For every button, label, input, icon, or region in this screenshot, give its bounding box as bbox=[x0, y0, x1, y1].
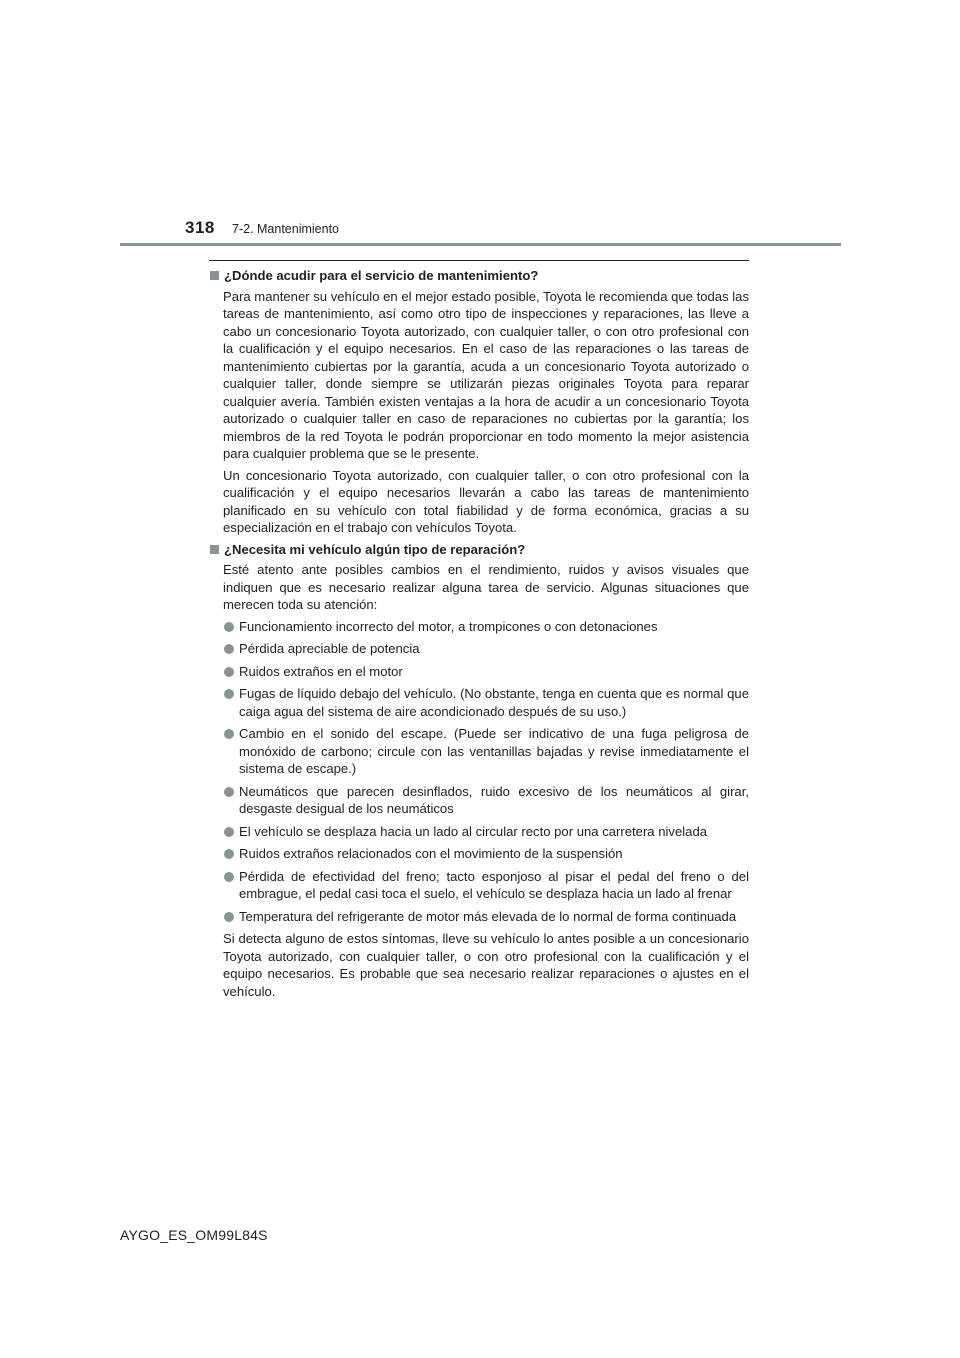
list-item bbox=[209, 725, 749, 778]
list-item-text: Pérdida apreciable de potencia bbox=[239, 641, 420, 656]
list-item-text: Ruidos extraños relacionados con el movimiento de la suspensión bbox=[239, 846, 623, 861]
list-item bbox=[209, 908, 749, 926]
intro-paragraph: Esté atento ante posibles cambios en el rendimiento, ruidos y avisos visuales que indiquen que es necesario realizar alguna tarea de servicio. Algunas situaciones que merecen toda su atención: bbox=[223, 562, 749, 612]
list-item bbox=[209, 685, 749, 720]
body-paragraph: Para mantener su vehículo en el mejor estado posible, Toyota le recomienda que todas las tareas de mantenimiento, así como otro tipo de inspecciones y reparaciones, las lleve a cabo un concesionario Toyota autorizado, con cualquier taller, o con otro profesional con la cualificación y el equipo necesarios. En el caso de las reparaciones o las tareas de mantenimiento cubiertas por la garantía, acuda a un concesionario Toyota autorizado o cualquier taller, donde siempre se utilizarán piezas originales Toyota para reparar cualquier avería. También existen ventajas a la hora de acudir a un concesionario Toyota autorizado o cualquier taller en caso de reparaciones no cubiertas por la garantía; los miembros de la red Toyota le podrán proporcionar en todo momento la mejor asistencia para cualquier problema que se le presente. bbox=[223, 288, 750, 461]
list-item bbox=[209, 783, 749, 818]
round-bullet-icon bbox=[224, 729, 234, 739]
list-item-text: Temperatura del refrigerante de motor más elevada de lo normal de forma continuada bbox=[239, 908, 737, 924]
round-bullet-icon bbox=[224, 827, 234, 837]
round-bullet-icon bbox=[224, 787, 234, 797]
symptom-list bbox=[209, 618, 749, 926]
heading-text: ¿Dónde acudir para el servicio de mantenimiento? bbox=[224, 268, 539, 283]
list-item-text: Funcionamiento incorrecto del motor, a trompicones o con detonaciones bbox=[239, 618, 658, 634]
section-heading-maintenance bbox=[209, 267, 749, 285]
list-item-text: Ruidos extraños en el motor bbox=[239, 663, 403, 679]
list-item bbox=[209, 845, 749, 863]
section-title: 7-2. Mantenimiento bbox=[232, 222, 340, 236]
square-bullet-icon bbox=[210, 545, 219, 554]
square-bullet-icon bbox=[210, 271, 219, 280]
header-rule bbox=[120, 243, 841, 246]
round-bullet-icon bbox=[224, 689, 234, 699]
document-code: AYGO_ES_OM99L84S bbox=[120, 1227, 268, 1243]
list-item-text: Pérdida de efectividad del freno; tacto esponjoso al pisar el pedal del freno o del embrague, el pedal casi toca el suelo, el vehículo se desplaza hacia un lado al frenar bbox=[239, 868, 749, 901]
list-item-text: Cambio en el sonido del escape. (Puede ser indicativo de una fuga peligrosa de monóxido de carbono; circule con las ventanillas bajadas y revise inmediatamente el sistema de escape.) bbox=[239, 726, 749, 776]
page-content bbox=[209, 267, 749, 1000]
round-bullet-icon bbox=[224, 622, 234, 632]
list-item bbox=[209, 663, 749, 681]
list-item-text: Fugas de líquido debajo del vehículo. (No obstante, tenga en cuenta que es normal que caiga agua del sistema de aire acondicionado después de su uso.) bbox=[239, 686, 749, 719]
list-item-text: Neumáticos que parecen desinflados, ruido excesivo de los neumáticos al girar, desgaste desigual de los neumáticos bbox=[239, 783, 749, 816]
section-heading-repair bbox=[209, 541, 749, 559]
round-bullet-icon bbox=[224, 667, 234, 677]
round-bullet-icon bbox=[224, 849, 234, 859]
list-item-text: El vehículo se desplaza hacia un lado al circular recto por una carretera nivelada bbox=[239, 823, 708, 839]
closing-paragraph: Si detecta alguno de estos síntomas, lleve su vehículo lo antes posible a un concesionario Toyota autorizado, con cualquier taller, o con otro profesional con la cualificación y el equipo necesarios. Es probable que sea necesario realizar reparaciones o ajustes en el vehículo. bbox=[223, 931, 749, 999]
list-item bbox=[209, 868, 749, 903]
list-item bbox=[209, 618, 749, 636]
body-paragraph: Un concesionario Toyota autorizado, con cualquier taller, o con otro profesional con la cualificación y el equipo necesarios llevarán a cabo las tareas de mantenimiento planificado en su vehículo con total fiabilidad y de forma económica, gracias a su especialización en el trabajo con vehículos Toyota. bbox=[223, 467, 749, 535]
list-item bbox=[209, 823, 749, 841]
round-bullet-icon bbox=[224, 872, 234, 882]
round-bullet-icon bbox=[224, 644, 234, 654]
list-item bbox=[209, 640, 749, 658]
round-bullet-icon bbox=[224, 912, 234, 922]
heading-text: ¿Necesita mi vehículo algún tipo de reparación? bbox=[224, 541, 526, 557]
page-number: 318 bbox=[185, 218, 215, 237]
content-rule bbox=[209, 260, 749, 261]
